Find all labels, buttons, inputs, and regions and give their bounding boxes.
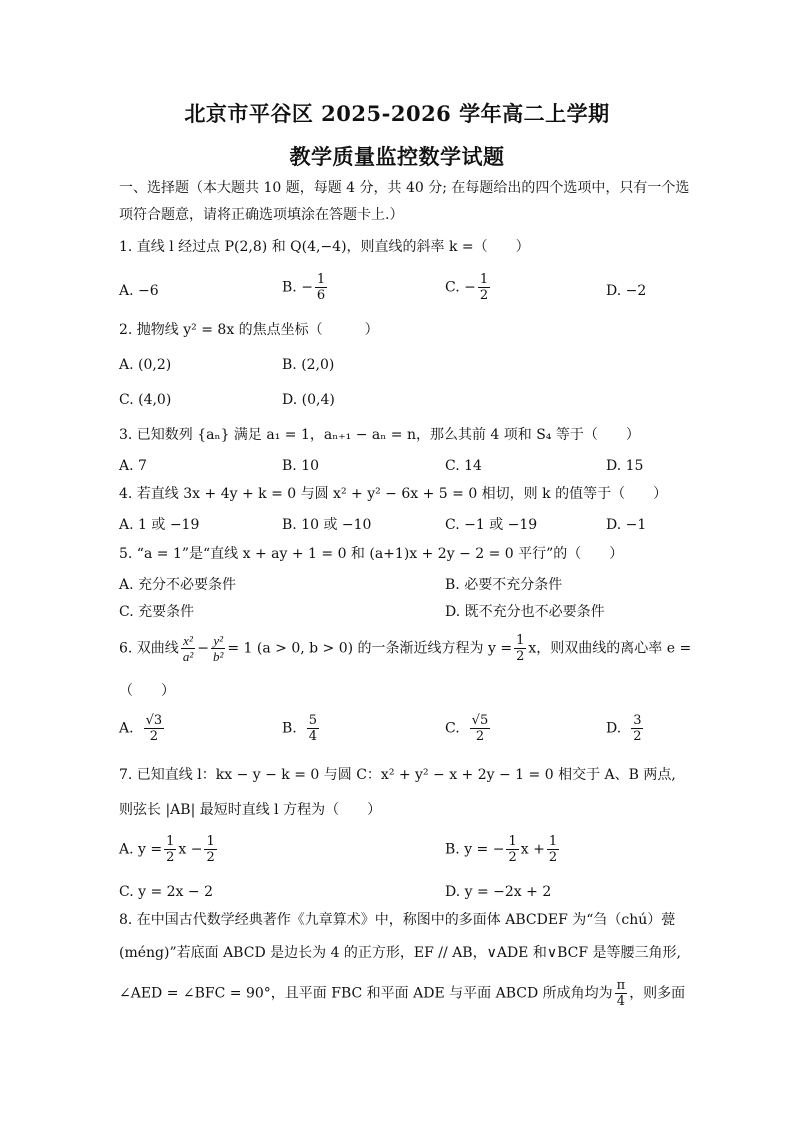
q4-option-b: B. 10 或 −10: [282, 517, 372, 533]
q6-option-d: D. $\frac{3}{2}$: [606, 713, 642, 744]
q1-option-d: D. −2: [606, 283, 647, 299]
q7-option-a: A. y = $\frac{1}{2}$ x − $\frac{1}{2}$: [119, 834, 215, 865]
q7-option-d: D. y = −2x + 2: [445, 884, 552, 900]
q2-option-c: C. (4,0): [119, 392, 172, 408]
q8-stem-line3: ∠AED = ∠BFC = 90°，且平面 FBC 和平面 ADE 与平面 ABCD 所成角均为 $\frac{\pi}{4}$ ，则多面: [119, 978, 686, 1009]
q6-option-b: B. $\frac{5}{4}$: [282, 713, 318, 744]
exam-title-line1: 北京市平谷区 2025-2026 学年高二上学期: [184, 101, 610, 126]
q3-stem: 3. 已知数列 {aₙ} 满足 a₁ = 1，aₙ₊₁ − aₙ = n，那么其前 4 项和 S₄ 等于（ ）: [119, 427, 640, 443]
q1-stem: 1. 直线 l 经过点 P(2,8) 和 Q(4,−4)，则直线的斜率 k =（ ）: [119, 239, 530, 255]
q7-option-b: B. y = − $\frac{1}{2}$ x + $\frac{1}{2}$: [445, 834, 558, 865]
q4-option-c: C. −1 或 −19: [445, 517, 538, 533]
q5-option-c: C. 充要条件: [119, 604, 195, 620]
q2-option-a: A. (0,2): [119, 357, 172, 373]
q3-option-a: A. 7: [119, 458, 147, 474]
q7-stem-line2: 则弦长 |AB| 最短时直线 l 方程为（ ）: [119, 802, 382, 818]
q5-stem: 5. “a = 1”是“直线 x + ay + 1 = 0 和 (a+1)x + 2y − 2 = 0 平行”的（ ）: [119, 546, 624, 562]
q3-option-d: D. 15: [606, 458, 644, 474]
q6-stem-blank: （ ）: [119, 683, 175, 699]
section-instructions-line2: 项符合题意，请将正确选项填涂在答题卡上.）: [119, 207, 404, 223]
q2-option-d: D. (0,4): [282, 392, 335, 408]
q7-stem-line1: 7. 已知直线 l：kx − y − k = 0 与圆 C：x² + y² − x + 2y − 1 = 0 相交于 A、B 两点,: [119, 767, 676, 783]
q4-option-a: A. 1 或 −19: [119, 517, 200, 533]
q5-option-a: A. 充分不必要条件: [119, 577, 237, 593]
q2-stem: 2. 抛物线 y² = 8x 的焦点坐标（ ）: [119, 322, 379, 338]
q5-option-d: D. 既不充分也不必要条件: [445, 604, 605, 620]
q7-option-c: C. y = 2x − 2: [119, 884, 213, 900]
q2-option-b: B. (2,0): [282, 357, 335, 373]
q1-option-c: C. − $\frac{1}{2}$: [445, 272, 489, 303]
q8-stem-line2: (méng)”若底面 ABCD 是边长为 4 的正方形，EF // AB，∨ADE 和∨BCF 是等腰三角形,: [119, 945, 681, 961]
q4-option-d: D. −1: [606, 517, 647, 533]
q6-stem: 6. 双曲线 $\frac{\text{x²}}{\text{a²}}$ − $\frac{\text{y²}}{\text{b²}}$ = 1 (a > 0, b > 0) 的一条渐近线方程为 y = $\frac{1}{2}$ x，则双曲线的离心率 e =: [119, 633, 692, 664]
q3-option-b: B. 10: [282, 458, 320, 474]
q8-stem-line1: 8. 在中国古代数学经典著作《九章算术》中，称图中的多面体 ABCDEF 为“刍（chú）甍: [119, 912, 676, 928]
q3-option-c: C. 14: [445, 458, 482, 474]
q6-option-a: A. $\frac{√3}{2}$: [119, 713, 163, 744]
q6-option-c: C. $\frac{√5}{2}$: [445, 713, 489, 744]
section-instructions-line1: 一、选择题（本大题共 10 题，每题 4 分，共 40 分; 在每题给出的四个选项中，只有一个选: [119, 180, 690, 196]
q1-option-b: B. − $\frac{1}{6}$: [282, 272, 326, 303]
q4-stem: 4. 若直线 3x + 4y + k = 0 与圆 x² + y² − 6x + 5 = 0 相切，则 k 的值等于（ ）: [119, 486, 668, 502]
q1-option-a: A. −6: [119, 283, 159, 299]
q5-option-b: B. 必要不充分条件: [445, 577, 563, 593]
exam-title-line2: 教学质量监控数学试题: [289, 144, 505, 169]
